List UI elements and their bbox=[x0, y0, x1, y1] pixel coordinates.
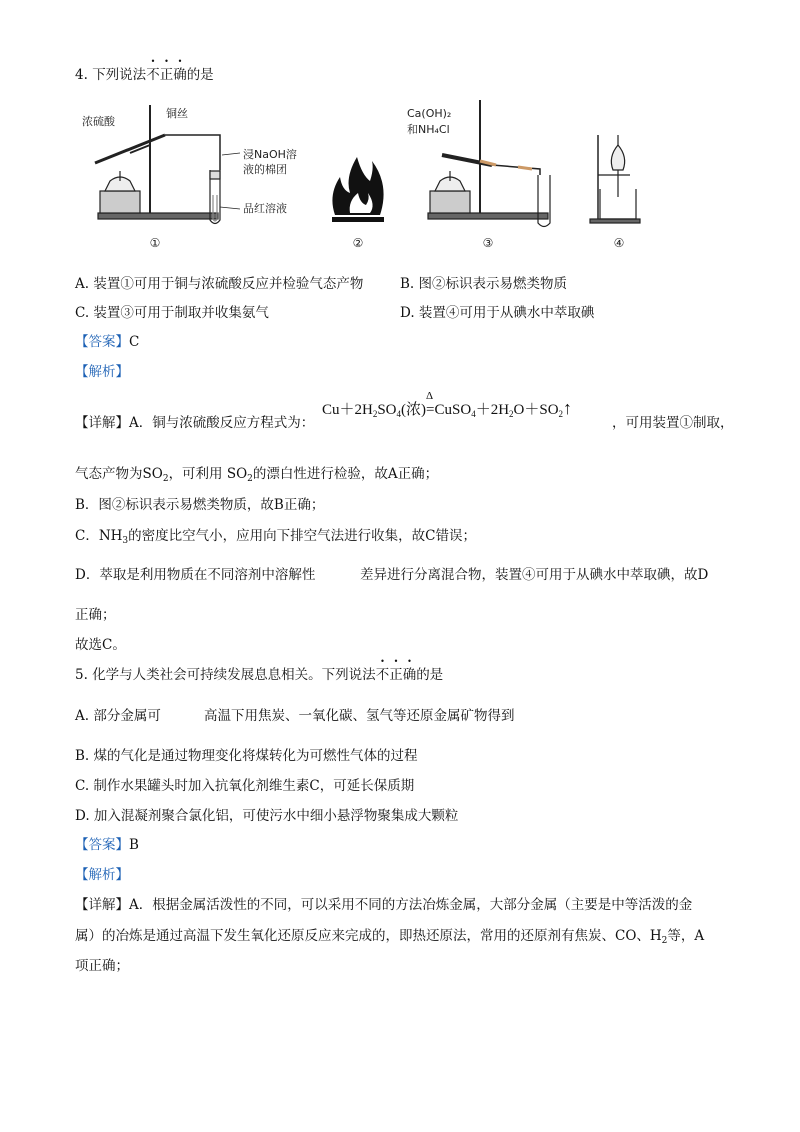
eq-equals: = bbox=[426, 402, 435, 418]
q5-stem bbox=[75, 663, 443, 683]
q5-option-b: B. 煤的气化是通过物理变化将煤转化为可燃性气体的过程 bbox=[75, 748, 418, 764]
q5-analysis-tag: 【解析】 bbox=[75, 867, 129, 883]
q5-answer-value: B bbox=[129, 837, 139, 853]
q5-answer bbox=[75, 833, 139, 853]
q5-detail-line-2 bbox=[75, 924, 704, 946]
emphasis-char: 不 bbox=[146, 67, 160, 83]
q4-answer bbox=[75, 330, 139, 350]
q5-answer-tag: 【答案】 bbox=[75, 837, 129, 853]
caption-3: ③ bbox=[482, 236, 494, 250]
emphasis-char: 确 bbox=[402, 667, 417, 683]
label-conc-acid: 浓硫酸 bbox=[82, 115, 115, 128]
q5-option-c: C. 制作水果罐头时加入抗氧化剂维生素C，可延长保质期 bbox=[75, 778, 415, 794]
q4-emph-text bbox=[146, 67, 187, 83]
eq-conc: (浓) bbox=[401, 402, 427, 418]
q4-option-a: A. 装置①可用于铜与浓硫酸反应并检验气态产物 bbox=[75, 276, 364, 292]
caption-2: ② bbox=[352, 236, 364, 250]
q5-option-a-pre: A. 部分金属可 bbox=[75, 708, 161, 724]
q4-stem-emph bbox=[146, 67, 187, 83]
emphasis-char: 不 bbox=[375, 667, 390, 683]
emphasis-char: 正 bbox=[389, 667, 403, 683]
apparatus-4 bbox=[590, 135, 640, 223]
q4-detail-a-pre bbox=[75, 411, 314, 431]
label-naoh-2: 液的棉团 bbox=[243, 163, 287, 176]
flammable-icon bbox=[332, 157, 384, 222]
q5-stem-post: 的是 bbox=[416, 667, 444, 683]
q5-stem-pre: 化学与人类社会可持续发展息息相关。下列说法 bbox=[92, 667, 376, 683]
q4-detail-a-post: ，可用装置①制取， bbox=[612, 415, 734, 431]
q4-line4-post: 的密度比空气小，应用向下排空气法进行收集，故C错误； bbox=[128, 528, 476, 544]
eq-arrow-group bbox=[426, 390, 435, 419]
q5-detail-l1: A．根据金属活泼性的不同，可以采用不同的方法冶炼金属，大部分金属（主要是中等活泼的金 bbox=[129, 897, 693, 913]
label-copper-wire: 铜丝 bbox=[166, 107, 188, 120]
q4-detail-tag: 【详解】 bbox=[75, 415, 129, 431]
q4-number: 4. bbox=[75, 67, 88, 83]
q4-detail-line-5b: 差异进行分离混合物，装置④可用于从碘水中萃取碘，故D bbox=[360, 567, 709, 583]
eq-sub-3: 4 bbox=[471, 409, 476, 419]
q4-line2-sub1: 2 bbox=[162, 474, 169, 484]
caption-4: ④ bbox=[613, 236, 625, 250]
eq-up-arrow: ↑ bbox=[563, 398, 573, 418]
q4-stem bbox=[75, 63, 214, 83]
q5-line2-post: 等，A bbox=[667, 928, 705, 944]
eq-h2o-pre: ＋2H bbox=[475, 402, 510, 418]
q4-detail-line-6: 正确； bbox=[75, 607, 116, 623]
q4-stem-post: 的是 bbox=[186, 67, 214, 83]
q4-line4-sub: 3 bbox=[122, 536, 129, 546]
q4-line2-post: 的漂白性进行检验，故A正确； bbox=[252, 466, 439, 482]
q5-line2-pre: 属）的冶炼是通过高温下发生氧化还原反应来完成的，即热还原法，常用的还原剂有焦炭、CO、H bbox=[75, 928, 662, 944]
eq-h2o-post: O＋SO bbox=[513, 402, 559, 418]
q4-answer-value: C bbox=[129, 334, 140, 350]
apparatus-figure bbox=[70, 95, 670, 255]
q5-detail-line-1 bbox=[75, 893, 692, 913]
q4-option-b: B. 图②标识表示易燃类物质 bbox=[400, 276, 568, 292]
q5-detail-line-3: 项正确； bbox=[75, 958, 129, 974]
label-nh4cl: 和NH₄Cl bbox=[407, 123, 450, 136]
eq-sub-1: 2 bbox=[372, 409, 378, 419]
q4-line2-sub2: 2 bbox=[247, 474, 253, 484]
q5-detail-tag: 【详解】 bbox=[75, 897, 129, 913]
caption-1: ① bbox=[149, 236, 161, 250]
q4-answer-tag: 【答案】 bbox=[75, 334, 129, 350]
q4-detail-line-5a: D．萃取是利用物质在不同溶剂中溶解性 bbox=[75, 567, 316, 583]
q5-option-d: D. 加入混凝剂聚合氯化铝，可使污水中细小悬浮物聚集成大颗粒 bbox=[75, 808, 459, 824]
eq-sub-5: 2 bbox=[558, 409, 564, 419]
q5-line2-sub: 2 bbox=[661, 936, 668, 946]
eq-sub-2: 4 bbox=[396, 409, 402, 419]
q4-analysis-tag: 【解析】 bbox=[75, 364, 129, 380]
q4-detail-line-4 bbox=[75, 524, 476, 546]
q5-number: 5. bbox=[75, 667, 88, 683]
q4-line2-mid: ，可利用 SO bbox=[168, 466, 248, 482]
eq-cuso: CuSO bbox=[434, 402, 472, 418]
q4-option-c: C. 装置③可用于制取并收集氨气 bbox=[75, 305, 269, 321]
emphasis-char: 正 bbox=[159, 67, 174, 83]
q4-detail-line-2 bbox=[75, 462, 438, 484]
q4-option-d: D. 装置④可用于从碘水中萃取碘 bbox=[400, 305, 595, 321]
label-red-solution: 品红溶液 bbox=[243, 202, 287, 215]
emphasis-char: 确 bbox=[173, 67, 187, 83]
eq-sub-4: 2 bbox=[509, 409, 514, 419]
q4-detail-line-7: 故选C。 bbox=[75, 637, 126, 653]
q4-stem-pre: 下列说法 bbox=[92, 67, 147, 83]
eq-delta: Δ bbox=[426, 390, 434, 402]
q4-detail-line-3: B．图②标识表示易燃类物质，故B正确； bbox=[75, 497, 325, 513]
label-caoh2: Ca(OH)₂ bbox=[407, 107, 452, 120]
q4-detail-a-text: A．铜与浓硫酸反应方程式为： bbox=[129, 415, 315, 431]
reaction-equation bbox=[322, 390, 573, 419]
q4-line2-pre: 气态产物为SO bbox=[75, 466, 163, 482]
label-naoh-1: 浸NaOH溶 bbox=[243, 148, 297, 161]
q5-option-a-post: 高温下用焦炭、一氧化碳、氢气等还原金属矿物得到 bbox=[204, 708, 515, 724]
eq-so: SO bbox=[377, 402, 397, 418]
q5-stem-emph bbox=[376, 667, 417, 683]
eq-cu: Cu＋2H bbox=[322, 402, 373, 418]
q4-line4-pre: C．NH bbox=[75, 528, 123, 544]
